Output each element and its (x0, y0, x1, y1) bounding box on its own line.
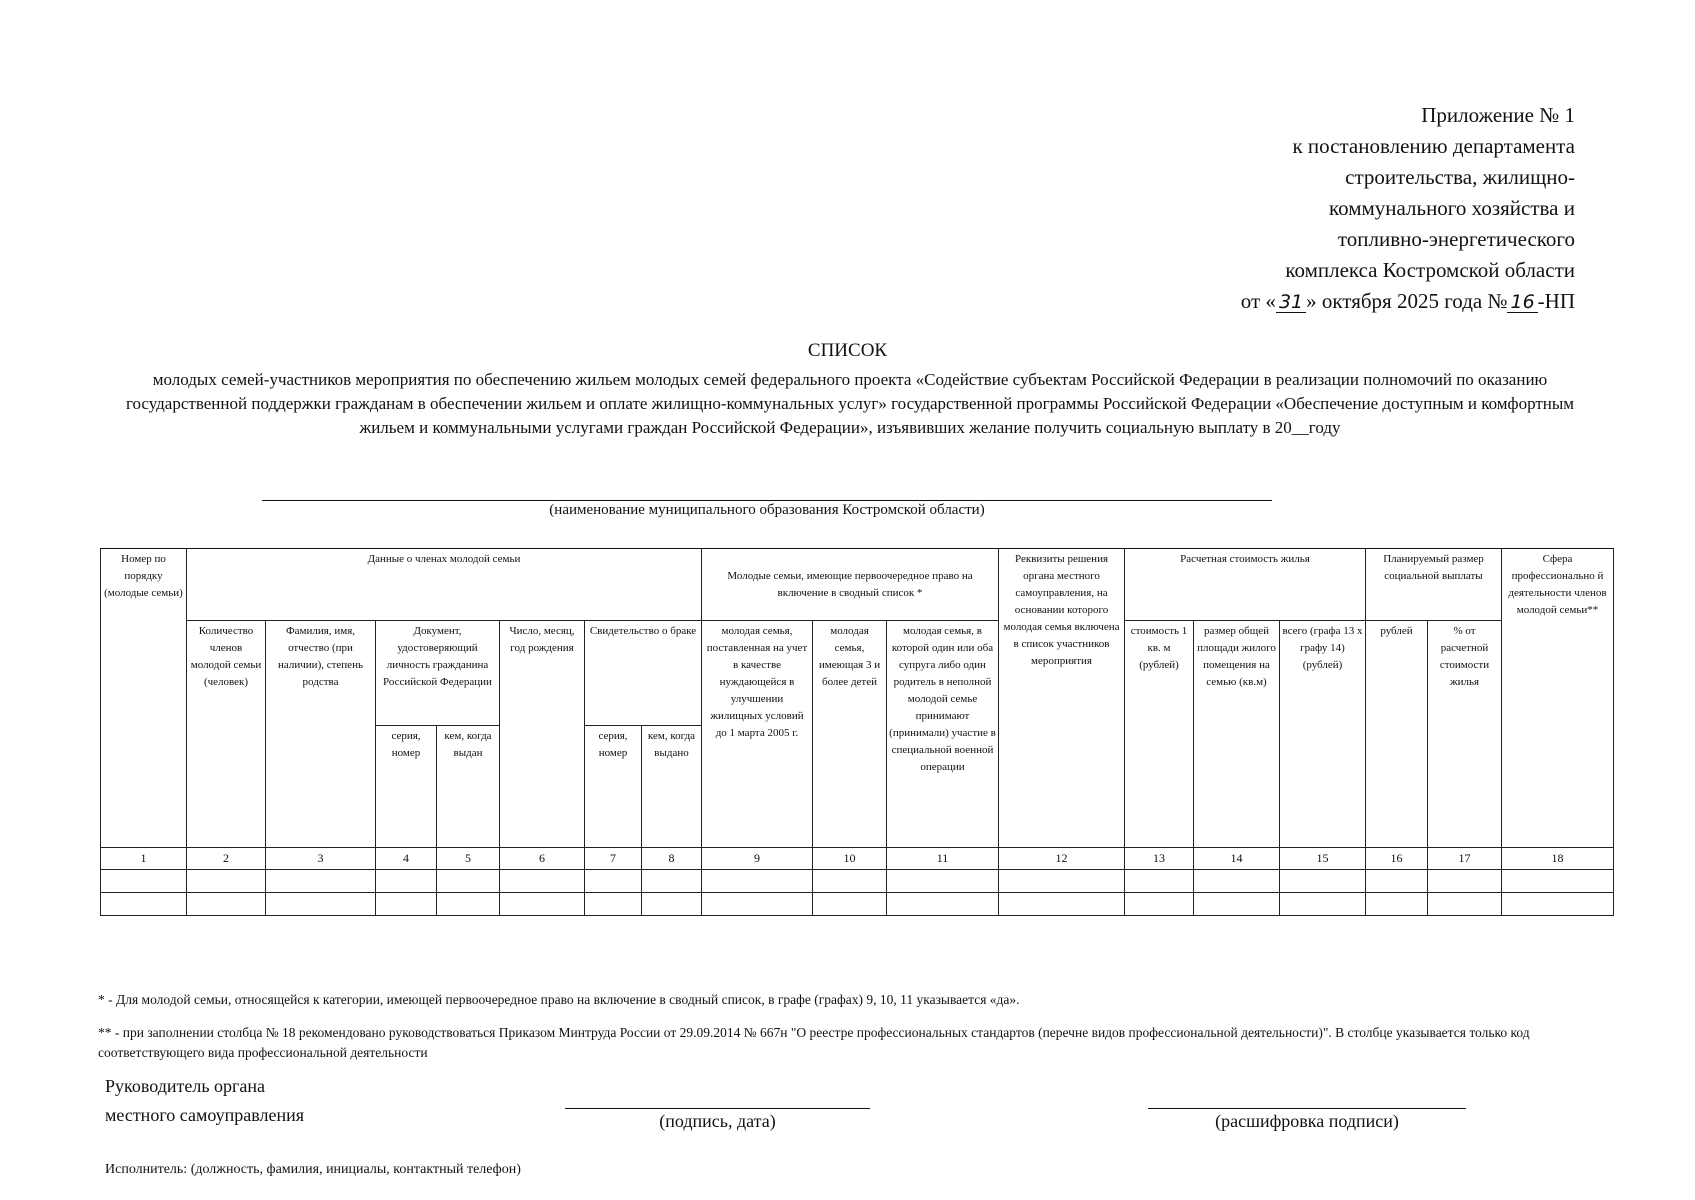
footnote-professional-standards: ** - при заполнении столбца № 18 рекомендовано руководствоваться Приказом Минтруда России от 29.09.2014 № 667н "О реестре профессиональных стандартов (перечне видов профессиональной деятельности)". В столбце указывается только код соответствующего вида профессиональной деятельности (98, 1025, 1530, 1060)
empty-cell (1502, 870, 1614, 893)
empty-cell (1366, 870, 1428, 893)
signature-decode-underline (1148, 1108, 1466, 1109)
header-living-area: размер общей площади жилого помещения на семью (кв.м) (1194, 621, 1280, 848)
column-number: 18 (1502, 848, 1614, 870)
column-number: 7 (585, 848, 642, 870)
column-numbers-row (101, 848, 1614, 870)
empty-cell (437, 893, 500, 916)
empty-cell (187, 893, 266, 916)
date-middle: » октября 2025 года № (1306, 289, 1508, 313)
handwritten-number: 16 (1507, 292, 1537, 313)
empty-cell (702, 893, 813, 916)
footnote-priority: * - Для молодой семьи, относящейся к категории, имеющей первоочередное право на включение в сводный список, в графе (графах) 9, 10, 11 указывается «да». (98, 992, 1020, 1007)
document-subtitle: молодых семей-участников мероприятия по обеспечению жильем молодых семей федерального проекта «Содействие субъектам Российской Федерации в реализации полномочий по оказанию государственной поддержки гражданам в обеспечении жильем и оплате жилищно-коммунальных услуг» государственной программы Российской Федерации «Обеспечение доступным и комфортным жильем и коммунальными услугами граждан Российской Федерации», изъявивших желание получить социальную выплату в 20__году (125, 370, 1575, 437)
empty-cell (702, 870, 813, 893)
header-marriage-issued: кем, когда выдано (642, 726, 702, 848)
empty-cell (1428, 893, 1502, 916)
empty-cell (1502, 893, 1614, 916)
header-planned-payment: Планируемый размер социальной выплаты (1366, 549, 1502, 621)
date-suffix: -НП (1537, 289, 1575, 313)
empty-cell (999, 870, 1125, 893)
header-family-members: Данные о членах молодой семьи (187, 549, 702, 621)
header-three-children: молодая семья, имеющая 3 и более детей (813, 621, 887, 848)
column-number: 1 (101, 848, 187, 870)
empty-cell (585, 893, 642, 916)
empty-cell (1125, 870, 1194, 893)
table-row (101, 893, 1614, 916)
empty-cell (999, 893, 1125, 916)
column-number: 16 (1366, 848, 1428, 870)
empty-cell (437, 870, 500, 893)
footnotes (98, 990, 1598, 1076)
column-number: 15 (1280, 848, 1366, 870)
empty-cell (1194, 893, 1280, 916)
empty-cell (1428, 870, 1502, 893)
signature-underline (565, 1108, 870, 1109)
empty-cell (1194, 870, 1280, 893)
signatory-line-1: Руководитель органа (105, 1076, 266, 1096)
empty-cell (585, 870, 642, 893)
empty-cell (266, 870, 376, 893)
handwritten-day: 31 (1276, 292, 1306, 313)
column-number: 3 (266, 848, 376, 870)
column-number: 13 (1125, 848, 1194, 870)
header-military-operation: молодая семья, в которой один или оба супруга либо один родитель в неполной молодой семье принимают (принимали) участие в специальной военной операции (887, 621, 999, 848)
header-identity-document: Документ, удостоверяющий личность гражданина Российской Федерации (376, 621, 500, 726)
header-sqm-cost: стоимость 1 кв. м (рублей) (1125, 621, 1194, 848)
header-payment-rubles: рублей (1366, 621, 1428, 848)
column-number: 11 (887, 848, 999, 870)
empty-cell (376, 870, 437, 893)
header-birth-date: Число, месяц, год рождения (500, 621, 585, 848)
column-number: 9 (702, 848, 813, 870)
executor-line: Исполнитель: (должность, фамилия, инициалы, контактный телефон) (105, 1162, 521, 1177)
header-decision-requisites: Реквизиты решения органа местного самоуправления, на основании которого молодая семья включена в список участников мероприятия (999, 549, 1125, 848)
column-number: 10 (813, 848, 887, 870)
header-estimated-cost: Расчетная стоимость жилья (1125, 549, 1366, 621)
empty-cell (376, 893, 437, 916)
header-row-number: Номер по порядку (молодые семьи) (101, 549, 187, 848)
header-payment-percent: % от расчетной стоимости жилья (1428, 621, 1502, 848)
empty-cell (101, 870, 187, 893)
annex-line-3: строительства, жилищно- (1345, 165, 1575, 189)
annex-line-6: комплекса Костромской области (1285, 258, 1575, 282)
annex-line-4: коммунального хозяйства и (1328, 196, 1575, 220)
empty-cell (1366, 893, 1428, 916)
header-marriage-series: серия, номер (585, 726, 642, 848)
annex-line-5: топливно-энергетического (1337, 227, 1575, 251)
date-prefix: от « (1240, 289, 1276, 313)
document-heading: СПИСОК (807, 340, 888, 361)
header-full-name: Фамилия, имя, отчество (при наличии), степень родства (266, 621, 376, 848)
municipality-underline (262, 500, 1272, 501)
empty-cell (887, 893, 999, 916)
empty-cell (813, 870, 887, 893)
annex-line-2: к постановлению департамента (1292, 134, 1575, 158)
annex-title: Приложение № 1 (1421, 103, 1575, 127)
empty-cell (642, 870, 702, 893)
header-member-count: Количество членов молодой семьи (человек) (187, 621, 266, 848)
signatory-title (105, 1072, 304, 1130)
table-row (101, 870, 1614, 893)
header-total-cost: всего (графа 13 х графу 14) (рублей) (1280, 621, 1366, 848)
column-number: 14 (1194, 848, 1280, 870)
header-doc-series: серия, номер (376, 726, 437, 848)
signature-decode-caption: (расшифровка подписи) (1215, 1111, 1399, 1131)
header-priority-right: Молодые семьи, имеющие первоочередное право на включение в сводный список * (702, 549, 999, 621)
column-number: 17 (1428, 848, 1502, 870)
column-number: 6 (500, 848, 585, 870)
families-table (100, 548, 1614, 916)
empty-cell (642, 893, 702, 916)
header-marriage-certificate: Свидетельство о браке (585, 621, 702, 726)
empty-cell (887, 870, 999, 893)
empty-cell (500, 893, 585, 916)
empty-cell (500, 870, 585, 893)
column-number: 8 (642, 848, 702, 870)
empty-cell (101, 893, 187, 916)
empty-cell (1125, 893, 1194, 916)
annex-date-line (1055, 286, 1575, 317)
header-doc-issued: кем, когда выдан (437, 726, 500, 848)
table-header-row-1 (101, 549, 1614, 621)
signature-caption: (подпись, дата) (659, 1111, 776, 1131)
annex-header (1055, 100, 1575, 317)
column-number: 5 (437, 848, 500, 870)
empty-cell (1280, 893, 1366, 916)
empty-cell (266, 893, 376, 916)
empty-cell (187, 870, 266, 893)
column-number: 4 (376, 848, 437, 870)
table-header-row-2 (101, 621, 1614, 726)
municipality-caption: (наименование муниципального образования Костромской области) (549, 502, 985, 518)
empty-cell (1280, 870, 1366, 893)
column-number: 12 (999, 848, 1125, 870)
header-registered-before-2005: молодая семья, поставленная на учет в качестве нуждающейся в улучшении жилищных условий до 1 марта 2005 г. (702, 621, 813, 848)
signatory-line-2: местного самоуправления (105, 1105, 305, 1125)
empty-cell (813, 893, 887, 916)
header-professional-sphere: Сфера профессионально й деятельности членов молодой семьи** (1502, 549, 1614, 848)
column-number: 2 (187, 848, 266, 870)
